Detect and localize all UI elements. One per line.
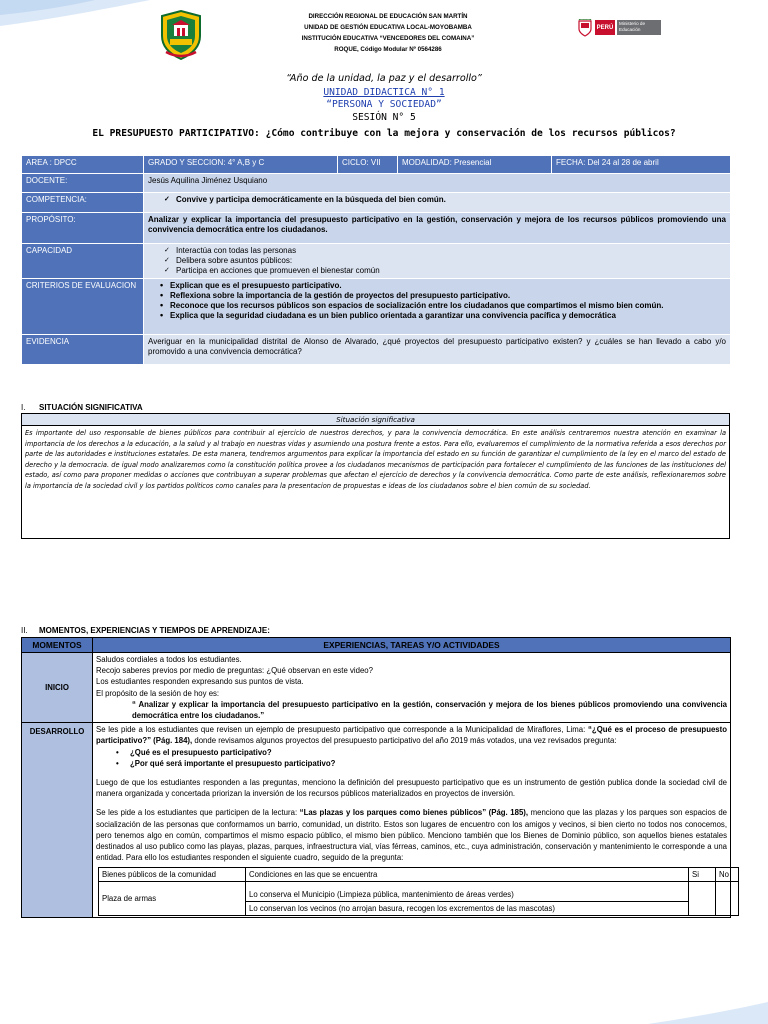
desarrollo-text: donde revisamos algunos proyectos del presupuesto participativo del año 2019 más votados, una vez revisados pregunta: xyxy=(192,736,617,746)
header-line-4: ROQUE, Código Modular Nº 0564286 xyxy=(334,46,442,53)
session-number: SESIÓN N° 5 xyxy=(352,112,416,123)
competencia-item: ✓ Convive y participa democráticamente en la búsqueda del bien común. xyxy=(162,195,726,205)
capacidad-item: ✓ Delibera sobre asuntos públicos: xyxy=(162,256,726,266)
situation-box xyxy=(21,413,730,539)
criterio-item: • Reconoce que los recursos públicos son espacios de socialización entre los ciudadanos que compartimos el mismo bien común. xyxy=(156,301,726,311)
goods-header-no: No xyxy=(716,868,739,882)
ministry-logo xyxy=(578,18,678,40)
docente-label: DOCENTE: xyxy=(22,174,144,193)
desarrollo-question: • ¿Qué es el presupuesto participativo? xyxy=(96,747,727,758)
ministry-label: Ministerio de Educación xyxy=(617,20,661,35)
desarrollo-activities xyxy=(93,723,731,918)
header-line-2: UNIDAD DE GESTIÓN EDUCATIVA LOCAL-MOYOBAMBA xyxy=(304,24,472,31)
year-motto: “Año de la unidad, la paz y el desarrollo” xyxy=(286,73,482,84)
section-2-title: MOMENTOS, EXPERIENCIAS Y TIEMPOS DE APRENDIZAJE: xyxy=(39,626,270,635)
document-header xyxy=(0,8,768,70)
fecha-cell: FECHA: Del 24 al 28 de abril xyxy=(552,156,731,174)
area-cell: AREA : DPCC xyxy=(22,156,144,174)
evidencia-label: EVIDENCIA xyxy=(22,335,144,365)
proposito-label: PROPÓSITO: xyxy=(22,213,144,244)
goods-header-name: Bienes públicos de la comunidad xyxy=(99,868,246,882)
public-goods-table xyxy=(98,867,739,916)
inicio-line: Los estudiantes responden expresando sus puntos de vista. xyxy=(96,677,304,687)
criterio-item: • Reflexiona sobre la importancia de la gestión de proyectos del presupuesto participativo. xyxy=(156,291,726,301)
section-1-number: I. xyxy=(21,403,26,412)
institution-heading xyxy=(282,11,494,55)
goods-row-name: Plaza de armas xyxy=(99,882,246,916)
school-crest-logo xyxy=(158,10,204,60)
criterios-label: CRITERIOS DE EVALUACION xyxy=(22,279,144,335)
unit-subtitle: “PERSONA Y SOCIEDAD” xyxy=(326,99,442,110)
desarrollo-text: Se les pide a los estudiantes que participen de la lectura: xyxy=(96,808,300,818)
desarrollo-paragraph-3 xyxy=(96,807,727,863)
inicio-line: El propósito de la sesión de hoy es: xyxy=(96,688,220,698)
header-line-3: INSTITUCIÓN EDUCATIVA “VENCEDORES DEL COMAINA” xyxy=(301,35,475,42)
evidencia-value: Averiguar en la municipalidad distrital de Alonso de Alvarado, ¿qué proyectos del presupuesto participativo existen? y ¿cuáles se han llevado a cabo y/o promovido a una convivencia democrática? xyxy=(144,335,731,365)
goods-yes-cell[interactable] xyxy=(689,882,716,916)
capacidad-item: ✓ Interactúa con todas las personas xyxy=(162,246,726,256)
grado-cell: GRADO Y SECCION: 4° A,B y C xyxy=(144,156,338,174)
desarrollo-question: • ¿Por qué será importante el presupuesto participativo? xyxy=(96,758,727,769)
peru-label: PERÚ xyxy=(595,20,615,35)
criterios-list xyxy=(144,279,731,335)
criterio-item: • Explica que la seguridad ciudadana es un bien publico orientada a garantizar una convivencia pacífica y democrática xyxy=(156,311,726,321)
desarrollo-text: menciono que las plazas y los parques son espacios de socialización de las personas que conformamos un barrio, comunidad, un distrito. Estos son lugares de encuentro con los amigos y vecinos, si bien cierto no todos nos conocemos, pero tenemos algo en común, compartimos el mismo espacio público, el mismo bien público. Menciono también que los Bienes de Dominio público, son aquellos bienes estatales destinados al uso publico como las playas, plazas, parques, infraestructura vial, vías férreas, caminos, etc., cuya administración, conservación y mantenimiento le corresponde a una entidad. Para ello los estudiantes responden el siguiente cuadro, seguido de la pregunta: xyxy=(96,808,727,863)
moments-table xyxy=(21,637,731,918)
inicio-line: Recojo saberes previos por medio de preguntas: ¿Qué observan en este video? xyxy=(96,666,373,676)
modalidad-cell: MODALIDAD: Presencial xyxy=(398,156,552,174)
section-1-heading xyxy=(21,403,143,412)
capacidad-list xyxy=(144,244,731,279)
inicio-purpose: “ Analizar y explicar la importancia del presupuesto participativo en la gestión, conservación y mejora de los bienes públicos promoviendo una convivencia democrática entre los ciudadanos.” xyxy=(132,699,727,721)
desarrollo-text: Se les pide a los estudiantes que revisen un ejemplo de presupuesto participativo que corresponde a la Municipalidad de Miraflores, Lima: xyxy=(96,725,589,735)
desarrollo-reading-title: “Las plazas y los parques como bienes públicos” (Pág. 185), xyxy=(299,808,529,818)
capacidad-label: CAPACIDAD xyxy=(22,244,144,279)
proposito-value: Analizar y explicar la importancia del presupuesto participativo en la gestión, conservación y mejora de los recursos públicos promoviendo una convivencia democrática entre los ciudadanos. xyxy=(144,213,731,244)
ciclo-cell: CICLO: VII xyxy=(338,156,398,174)
inicio-label: INICIO xyxy=(22,653,93,723)
desarrollo-questions xyxy=(96,747,727,769)
situation-text: Es importante del uso responsable de bienes públicos para contribuir al ejercicio de nuestros derechos, y para la convivencia democrática. En este análisis centraremos nuestra atención en examinar la importancia de los derechos a la educación, a la salud y al trabajo en nuestras vidas y asumiendo una postura frente a estos. Para ello, evaluaremos el cumplimiento de la normativa referida a esos derechos por parte de las autoridades e instituciones estatales. De esta manera, tendremos argumentos para explicar la importancia del estado en su función de garantizar el cumplimiento de la ley en el marco del estado de derecho y la democracia. de igual modo analizaremos como la constitución política provee a los ciudadanos mecanismos de participación para fortalecer el cumplimiento de las funciones de las instituciones del estado, así como para proponer medidas o acciones que contribuyan a superar problemas que afectan el ejercicio de derechos y la convivencia democrática. Como parte de este análisis, reflexionaremos sobre la importancia de la sociedad civil y los partidos políticos como canales para la presentacion de propuestas e ideas de los ciudadanos sobre el bien común de su sociedad. xyxy=(25,429,726,490)
desarrollo-paragraph-2: Luego de que los estudiantes responden a las preguntas, menciono la definición del presupuesto participativo que es un instrumento de gestión publica donde la sociedad civil de manera organizada y concertada priorizan la inversión de los recursos públicos materializados en proyectos de inversión. xyxy=(96,778,727,799)
desarrollo-reading-title: “¿Qué es el proceso de presupuesto participativo?” (Pág. 184), xyxy=(96,725,727,746)
section-2-number: II. xyxy=(21,626,28,635)
inicio-line: Saludos cordiales a todos los estudiantes. xyxy=(96,655,242,664)
session-title: EL PRESUPUESTO PARTICIPATIVO: ¿Cómo contribuye con la mejora y conservación de los recursos públicos? xyxy=(92,128,676,139)
unit-title: UNIDAD DIDACTICA N° 1 xyxy=(323,87,445,98)
session-info-table xyxy=(21,155,731,365)
goods-condition: Lo conservan los vecinos (no arrojan basura, recogen los excrementos de las mascotas) xyxy=(246,902,689,916)
criterio-item: • Explican que es el presupuesto participativo. xyxy=(156,281,726,291)
capacidad-item: ✓ Participa en acciones que promueven el bienestar común xyxy=(162,266,726,276)
corner-decoration-bottom-right xyxy=(648,1002,768,1024)
goods-header-condition: Condiciones en las que se encuentra xyxy=(246,868,689,882)
competencia-label: COMPETENCIA: xyxy=(22,193,144,213)
header-line-1: DIRECCIÓN REGIONAL DE EDUCACIÓN SAN MARTÍN xyxy=(308,13,468,20)
national-shield-icon xyxy=(578,19,592,37)
competencia-value xyxy=(144,193,731,213)
section-2-heading xyxy=(21,626,270,635)
goods-condition: Lo conserva el Municipio (Limpieza pública, mantenimiento de áreas verdes) xyxy=(246,882,689,902)
desarrollo-label: DESARROLLO xyxy=(22,723,93,918)
situation-box-title: Situación significativa xyxy=(22,414,729,426)
inicio-activities xyxy=(93,653,731,723)
activities-column-header: EXPERIENCIAS, TAREAS Y/O ACTIVIDADES xyxy=(93,638,731,653)
desarrollo-paragraph-1 xyxy=(96,724,727,746)
moments-column-header: MOMENTOS xyxy=(22,638,93,653)
goods-no-cell[interactable] xyxy=(716,882,739,916)
section-1-title: SITUACIÓN SIGNIFICATIVA xyxy=(39,403,143,412)
docente-value: Jesús Aquilina Jiménez Usquiano xyxy=(144,174,731,193)
goods-header-yes: Si xyxy=(689,868,716,882)
